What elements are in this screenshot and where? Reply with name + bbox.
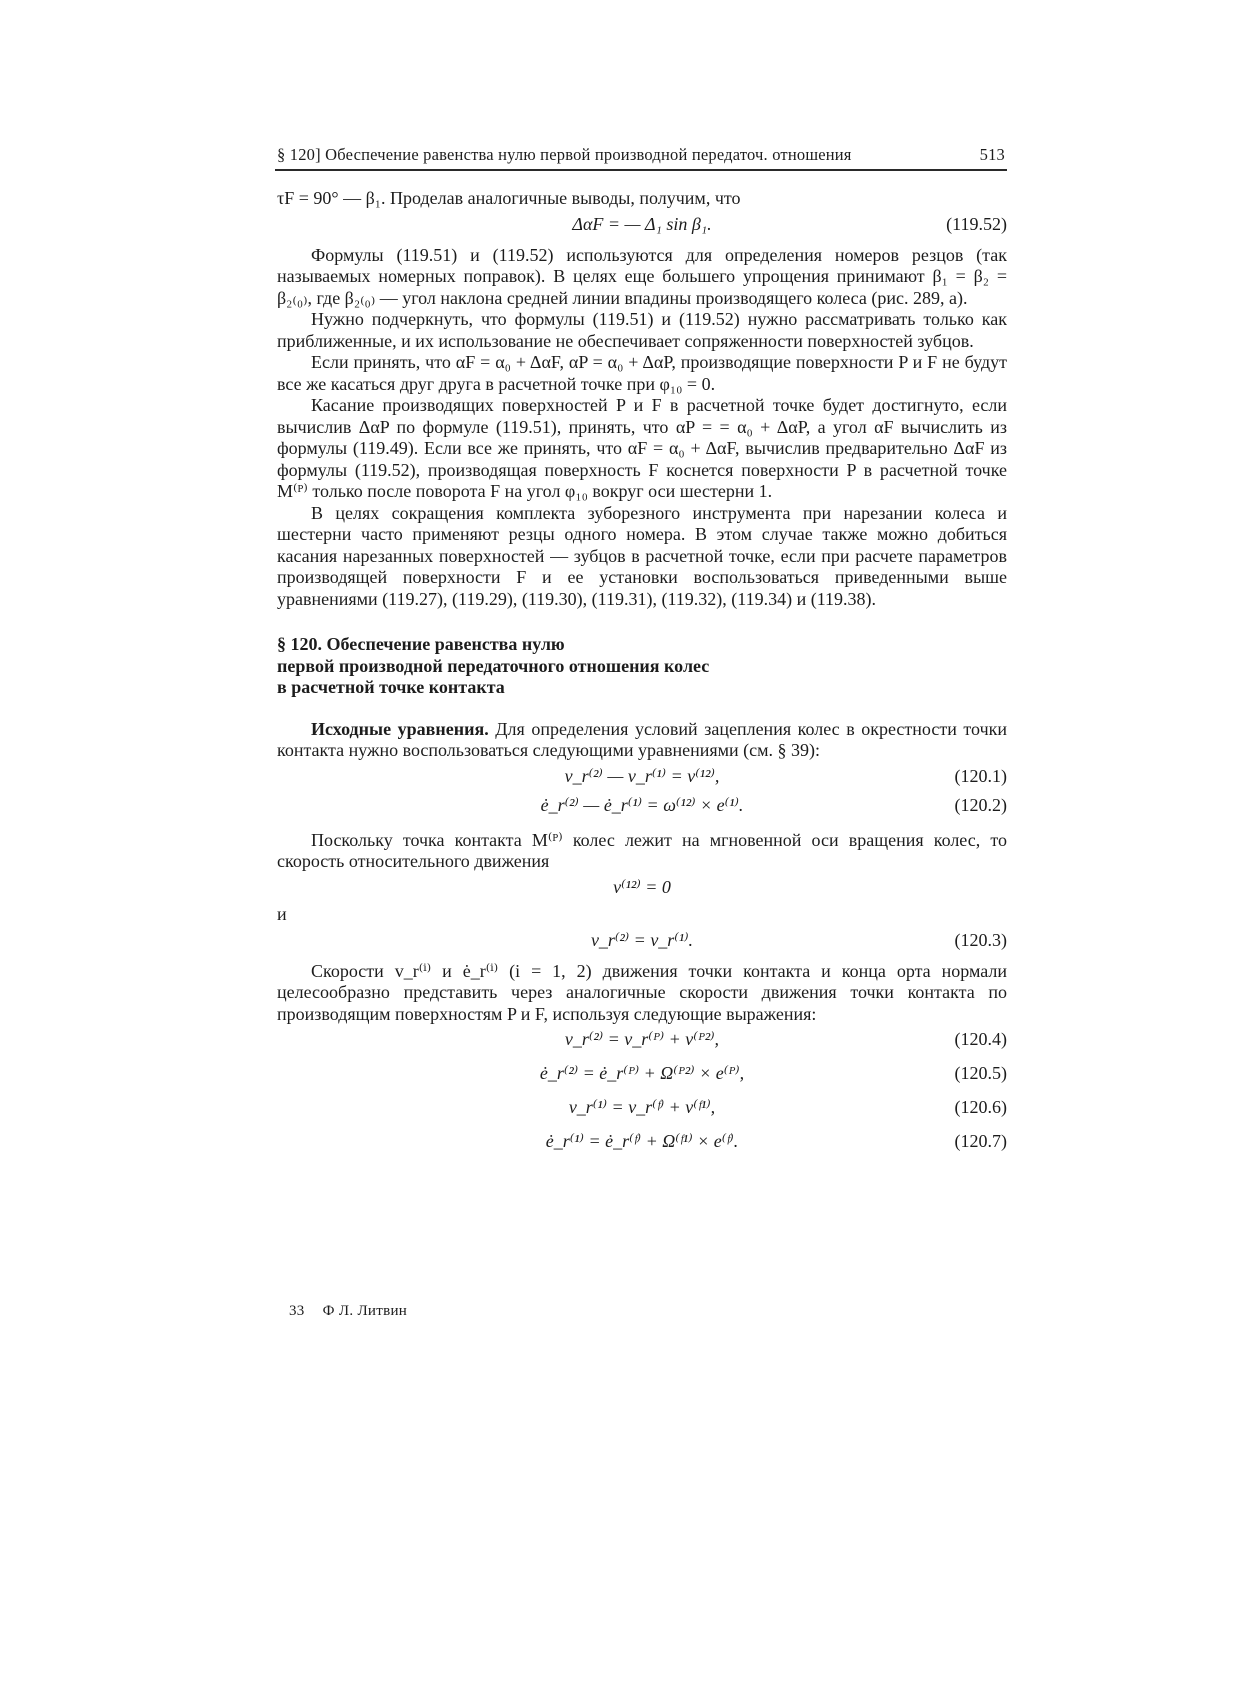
section-heading [277,634,837,699]
lead-text: Для определения условий зацепления колес в окрестности точки контакта нужно воспользоваться следующими уравнениями (см. § 39): [277,718,1008,760]
equation-120-5 [277,1061,1007,1093]
equation-120-6 [277,1095,1007,1127]
equation-number: (120.5) [954,1063,1007,1083]
equation-120-7 [277,1129,1007,1161]
equation-number: (120.7) [954,1131,1007,1151]
paragraph: Если принять, что αF = α₀ + ΔαF, αP = α₀ + ΔαP, производящие поверхности P и F не будут все же касаться друг друга в расчетной точке при φ₁₀ = 0. [277,352,1007,394]
running-head [275,143,1007,171]
paragraph: В целях сокращения комплекта зуборезного инструмента при нарезании колеса и шестерни часто применяют резцы одного номера. В этом случае также можно добиться касания нарезанных поверхностей — зубцов в расчетной точке, если при расчете параметров производящей поверхности F и ее установки воспользоваться приведенными выше уравнениями (119.27), (119.29), (119.30), (119.31), (119.32), (119.34) и (119.38). [277,502,1007,609]
equation-formula: ė_r⁽¹⁾ = ė_r⁽ᶠ⁾ + Ω⁽ᶠ¹⁾ × e⁽ᶠ⁾. [545,1131,739,1151]
intro-line: τF = 90° — β₁. Проделав аналогичные выводы, получим, что [277,188,741,208]
equation-number: (120.6) [954,1097,1007,1117]
equation-number: (119.52) [946,213,1007,234]
equation-120-2 [277,793,1007,820]
equation-number: (120.1) [954,765,1007,786]
equation-formula: v_r⁽²⁾ = v_r⁽¹⁾. [590,929,694,950]
equation-120-3 [277,928,1007,955]
conjunction-word: и [277,903,287,924]
equation-119-52 [277,212,1007,239]
equation-formula: ΔαF = — Δ₁ sin β₁. [572,213,712,234]
equation-120-4 [277,1027,1007,1059]
lead-bold-title: Исходные уравнения. [311,718,489,739]
equation-formula: v_r⁽²⁾ = v_r⁽ᴾ⁾ + v⁽ᴾ²⁾, [564,1029,720,1049]
equation-formula: ė_r⁽²⁾ = ė_r⁽ᴾ⁾ + Ω⁽ᴾ²⁾ × e⁽ᴾ⁾, [539,1063,745,1083]
page-number: 513 [979,145,1005,164]
section-lead-paragraph [277,719,1007,762]
running-head-title: § 120] Обеспечение равенства нулю первой производной передаточ. отношения [277,145,852,164]
conjunction-line [277,904,1007,926]
paragraph: Поскольку точка контакта M⁽ᴾ⁾ колес лежит на мгновенной оси вращения колес, то скорость относительного движения [277,829,1007,871]
equation-120-1 [277,764,1007,791]
paragraph: Касание производящих поверхностей P и F в расчетной точке будет достигнуто, если вычислив ΔαP по формуле (119.51), принять, что αP = = α₀ + ΔαP, а угол αF вычислить из формулы (119.49). Если все же принять, что αF = α₀ + ΔαF, вычислив предварительно ΔαF из формулы (119.52), производящая поверхность F коснется поверхности P в расчетной точке M⁽ᴾ⁾ только после поворота F на угол φ₁₀ вокруг оси шестерни 1. [277,395,1007,501]
equation-formula: v_r⁽¹⁾ = v_r⁽ᶠ⁾ + v⁽ᶠ¹⁾, [568,1097,716,1117]
equation-number: (120.2) [954,794,1007,815]
equation-number: (120.4) [954,1029,1007,1049]
section-heading-line: § 120. Обеспечение равенства нулю [277,634,565,654]
section-heading-line: первой производной передаточного отношения колес [277,655,710,676]
signature-footer [289,1303,407,1320]
paragraph: Формулы (119.51) и (119.52) используются для определения номеров резцов (так называемых номерных поправок). В целях еще большего упрощения принимают β₁ = β₂ = β₂₍₀₎, где β₂₍₀₎ — угол наклона средней линии впадины производящего колеса (рис. 289, а). [277,244,1007,308]
equation-formula: ė_r⁽²⁾ — ė_r⁽¹⁾ = ω⁽¹²⁾ × e⁽¹⁾. [540,794,744,815]
equation-formula: v_r⁽²⁾ — v_r⁽¹⁾ = v⁽¹²⁾, [564,765,720,786]
paragraph: Скорости v_r⁽ⁱ⁾ и ė_r⁽ⁱ⁾ (i = 1, 2) движения точки контакта и конца орта нормали целесообразно представить через аналогичные скорости движения точки контакта по производящим поверхностям P и F, используя следующие выражения: [277,960,1007,1024]
signature-number: 33 [289,1303,305,1319]
author-name: Ф Л. Литвин [322,1303,408,1319]
section-heading-line: в расчетной точке контакта [277,677,505,697]
equation-zero-velocity [277,875,1007,902]
page-body [277,188,1007,1163]
paragraph: Нужно подчеркнуть, что формулы (119.51) и (119.52) нужно рассматривать только как приближенные, и их использование не обеспечивает сопряженности поверхностей зубцов. [277,309,1007,351]
equation-formula: v⁽¹²⁾ = 0 [613,876,671,897]
equation-number: (120.3) [954,929,1007,950]
